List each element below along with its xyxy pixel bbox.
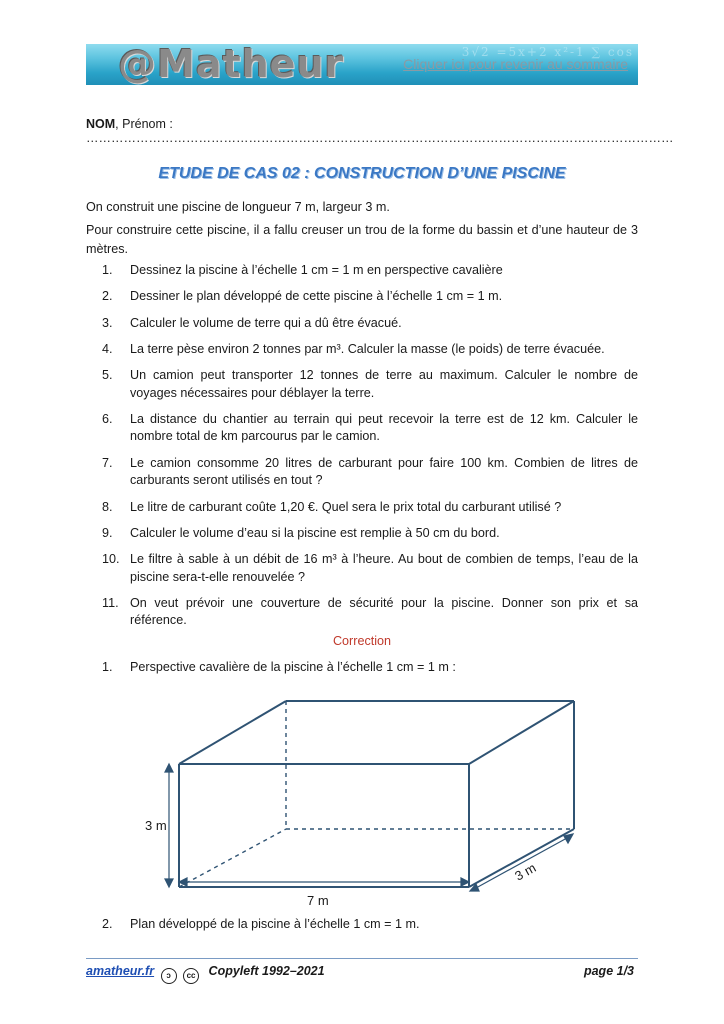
hidden-bottom-left-depth-edge: [179, 829, 286, 887]
question-number: 7.: [102, 455, 113, 470]
site-link[interactable]: amatheur.fr: [86, 964, 155, 978]
question-number: 5.: [102, 368, 113, 383]
question-text: Le filtre à sable à un débit de 16 m³ à l’heure. Au bout de combien de temps, l’eau de la piscine sera-t-elle renouvelée ?: [130, 552, 638, 584]
creative-commons-icon: cc: [183, 968, 199, 984]
question-number: 3.: [102, 315, 113, 330]
site-logo[interactable]: @Matheur: [118, 44, 345, 85]
question-text: Dessiner le plan développé de cette piscine à l’échelle 1 cm = 1 m.: [130, 289, 503, 304]
question-number: 6.: [102, 411, 113, 426]
question-number: 8.: [102, 499, 113, 514]
width-arrow-upper: [564, 834, 573, 843]
question-text: On veut prévoir une couverture de sécurité pour la piscine. Donner son prix et sa référence.: [130, 595, 638, 628]
step-text: Plan développé de la piscine à l’échelle 1 cm = 1 m.: [130, 917, 420, 931]
step-number: 2.: [102, 917, 113, 931]
question-text: Un camion peut transporter 12 tonnes de terre au maximum. Calculer le nombre de voyages nécessaires pour déblayer la terre.: [130, 368, 638, 400]
question-number: 1.: [102, 263, 113, 277]
height-arrow-up: [165, 764, 173, 772]
top-right-depth-edge: [469, 701, 574, 764]
question-text: Le litre de carburant coûte 1,20 €. Quel sera le prix total du carburant utilisé ?: [130, 499, 562, 514]
page-number: page 1/3: [583, 964, 634, 978]
question-number: 4.: [102, 341, 113, 356]
intro-paragraph-2: Pour construire cette piscine, il a fallu creuser un trou de la forme du bassin et d’une hauteur de 3 mètres.: [86, 223, 638, 256]
width-label: 3 m: [512, 859, 539, 884]
top-left-depth-edge: [179, 701, 286, 764]
question-number: 2.: [102, 289, 113, 304]
back-to-summary-link[interactable]: Cliquer ici pour revenir au sommaire: [403, 56, 628, 72]
step-text: Perspective cavalière de la piscine à l’échelle 1 cm = 1 m :: [130, 660, 456, 674]
question-number: 11.: [102, 595, 119, 610]
question-text: Calculer le volume de terre qui a dû être évacué.: [130, 315, 402, 330]
question-text: La terre pèse environ 2 tonnes par m³. Calculer la masse (le poids) de terre évacuée.: [130, 341, 605, 356]
copyleft-text: Copyleft 1992–2021: [208, 964, 325, 978]
length-arrow-right: [461, 878, 469, 886]
banner-decoration: 3√2 =5x+2 x²-1 ∑ cos: [461, 45, 634, 59]
page-title: ETUDE DE CAS 02 : CONSTRUCTION D’UNE PISCINE: [158, 165, 566, 182]
prenom-label: , Prénom : ……………………………………………………………………………………………………………………………: [86, 117, 674, 145]
question-number: 10.: [102, 552, 120, 567]
question-number: 9.: [102, 525, 113, 540]
copyleft-icon: ↄ: [161, 968, 177, 984]
step-number: 1.: [102, 660, 113, 674]
question-text: Le camion consomme 20 litres de carburant pour faire 100 km. Combien de litres de carburants seront utilisés en tout ?: [130, 455, 638, 488]
height-arrow-down: [165, 879, 173, 887]
footer-divider: [86, 958, 638, 959]
question-text: Dessinez la piscine à l’échelle 1 cm = 1 m en perspective cavalière: [130, 263, 503, 277]
height-label: 3 m: [145, 818, 167, 833]
intro-paragraph-1: On construit une piscine de longueur 7 m, largeur 3 m.: [86, 200, 390, 214]
page-footer: [86, 964, 638, 984]
question-text: Calculer le volume d’eau si la piscine est remplie à 50 cm du bord.: [130, 525, 500, 540]
length-label: 7 m: [307, 893, 329, 908]
length-arrow-left: [179, 878, 187, 886]
question-text: La distance du chantier au terrain qui peut recevoir la terre est de 12 km. Calculer le nombre total de km parcourus par le camion.: [130, 411, 638, 444]
correction-heading: Correction: [332, 634, 392, 648]
nom-label: NOM: [86, 117, 116, 131]
